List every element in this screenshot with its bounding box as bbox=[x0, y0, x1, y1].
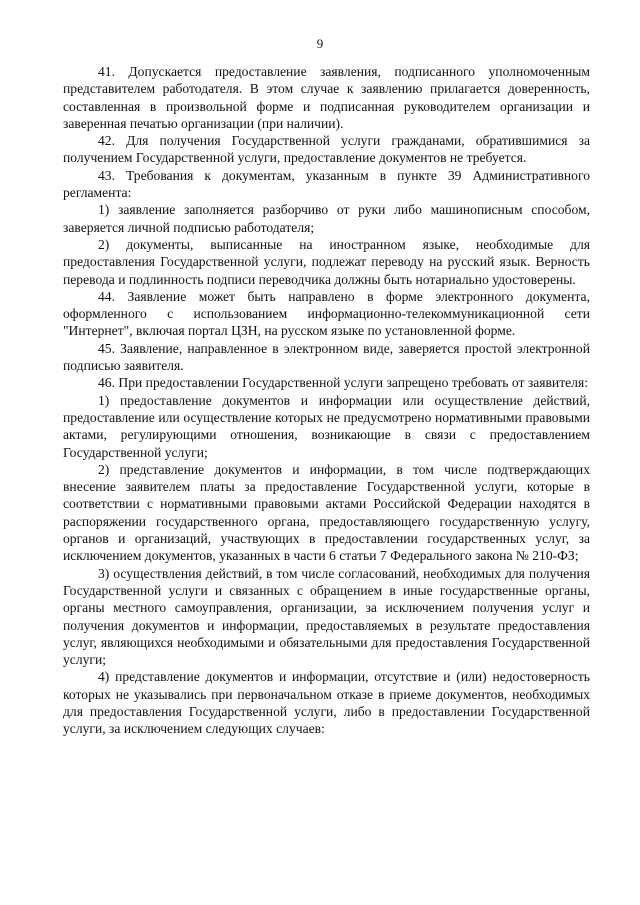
paragraph-46-item-1: 1) предоставление документов и информации или осуществление действий, предоставление или осуществление которых не предусмотрено нормативными правовыми актами, регулирующими отношения, возникающие в связи с предоставлением Государственной услуги; bbox=[63, 392, 590, 460]
paragraph-45: 45. Заявление, направленное в электронном виде, заверяется простой электронной подписью заявителя. bbox=[63, 340, 590, 374]
document-body bbox=[63, 63, 590, 738]
paragraph-46-item-2: 2) представление документов и информации, в том числе подтверждающих внесение заявителем платы за предоставление Государственной услуги, которые в соответствии с нормативными правовыми актами Российской Федерации находятся в распоряжении государственного органа, предоставляющего государственную услугу, органов и организаций, участвующих в предоставлении государственных услуг, за исключением документов, указанных в части 6 статьи 7 Федерального закона № 210-ФЗ; bbox=[63, 461, 590, 564]
paragraph-42: 42. Для получения Государственной услуги гражданами, обратившимися за получением Государственной услуги, предоставление документов не требуется. bbox=[63, 133, 590, 166]
page-number: 9 bbox=[316, 36, 324, 51]
paragraph-46: 46. При предоставлении Государственной услуги запрещено требовать от заявителя: bbox=[98, 375, 588, 391]
paragraph-43: 43. Требования к документам, указанным в пункте 39 Административного регламента: bbox=[63, 167, 590, 201]
paragraph-41: 41. Допускается предоставление заявления, подписанного уполномоченным представителем работодателя. В этом случае к заявлению прилагается доверенность, составленная в произвольной форме и подписанная руководителем организации и заверенная печатью организации (при наличии). bbox=[63, 64, 590, 131]
paragraph-44: 44. Заявление может быть направлено в форме электронного документа, оформленного с использованием информационно-телекоммуникационной сети "Интернет", включая портал ЦЗН, на русском языке по установленной форме. bbox=[63, 288, 590, 339]
paragraph-43-item-2: 2) документы, выписанные на иностранном языке, необходимые для предоставления Государственной услуги, подлежат переводу на русский язык. Верность перевода и подлинность подписи переводчика должны быть нотариально удостоверены. bbox=[63, 236, 590, 287]
paragraph-46-item-3: 3) осуществления действий, в том числе согласований, необходимых для получения Государственной услуги и связанных с обращением в иные государственные органы, органы местного самоуправления, организации, за исключением получения услуг и получения документов и информации, предоставляемых в результате предоставления услуг, являющихся необходимыми и обязательными для предоставления Государственной услуги; bbox=[63, 565, 590, 668]
paragraph-46-item-4: 4) представление документов и информации, отсутствие и (или) недостоверность которых не указывались при первоначальном отказе в приеме документов, необходимых для предоставления Государственной услуги, либо в предоставлении Государственной услуги, за исключением следующих случаев: bbox=[63, 669, 590, 737]
paragraph-43-item-1: 1) заявление заполняется разборчиво от руки либо машинописным способом, заверяется личной подписью работодателя; bbox=[63, 202, 590, 235]
